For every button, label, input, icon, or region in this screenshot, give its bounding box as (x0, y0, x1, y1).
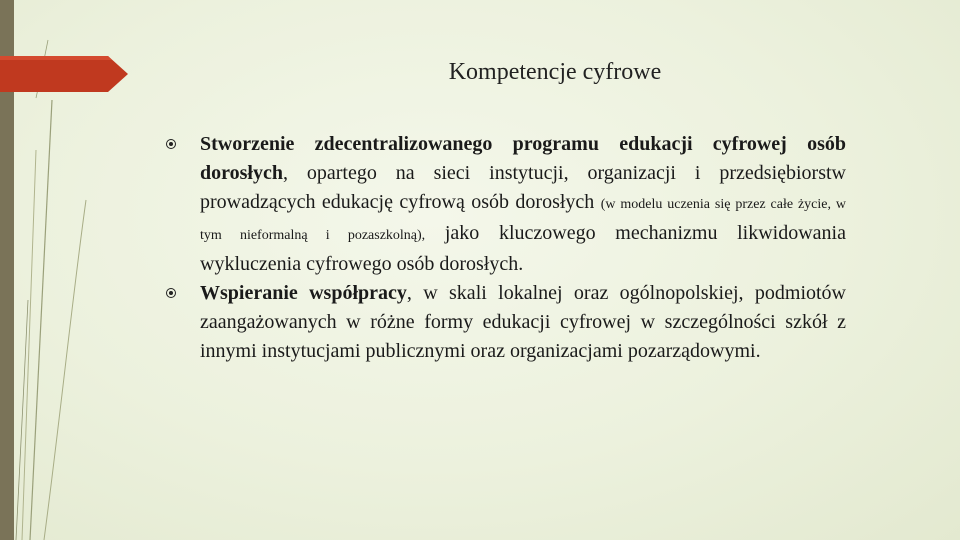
bullet-icon (166, 288, 176, 298)
bullet-text (200, 279, 846, 366)
bullet-bold-text: Stworzenie zdecentralizowanego programu edukacji cyfrowej osób dorosłych (200, 133, 846, 184)
bullet-item (162, 130, 846, 279)
slide-content (162, 130, 846, 366)
slide-title: Kompetencje cyfrowe (448, 59, 662, 85)
bullet-body-text: , opartego na sieci instytucji, organizacji i przedsiębiorstw prowadzących edukację cyfrową osób dorosłych (200, 162, 846, 213)
bullet-icon (166, 139, 176, 149)
bullet-text (200, 130, 846, 279)
bullet-body-text: , w skali lokalnej oraz ogólnopolskiej, podmiotów zaangażowanych w różne formy edukacji cyfrowej w szczególności szkół z innymi instytucjami publicznymi oraz organizacjami pozarządowymi. (200, 282, 846, 362)
bullet-bold-text: Wspieranie współpracy (200, 282, 407, 304)
bullet-body-text-2: jako kluczowego mechanizmu likwidowania wykluczenia cyfrowego osób dorosłych. (200, 222, 846, 275)
bullet-item (162, 279, 846, 366)
title-accent-arrow (0, 56, 128, 92)
bullet-small-text: (w modelu uczenia się przez całe życie, w tym nieformalną i pozaszkolną), (200, 197, 846, 243)
